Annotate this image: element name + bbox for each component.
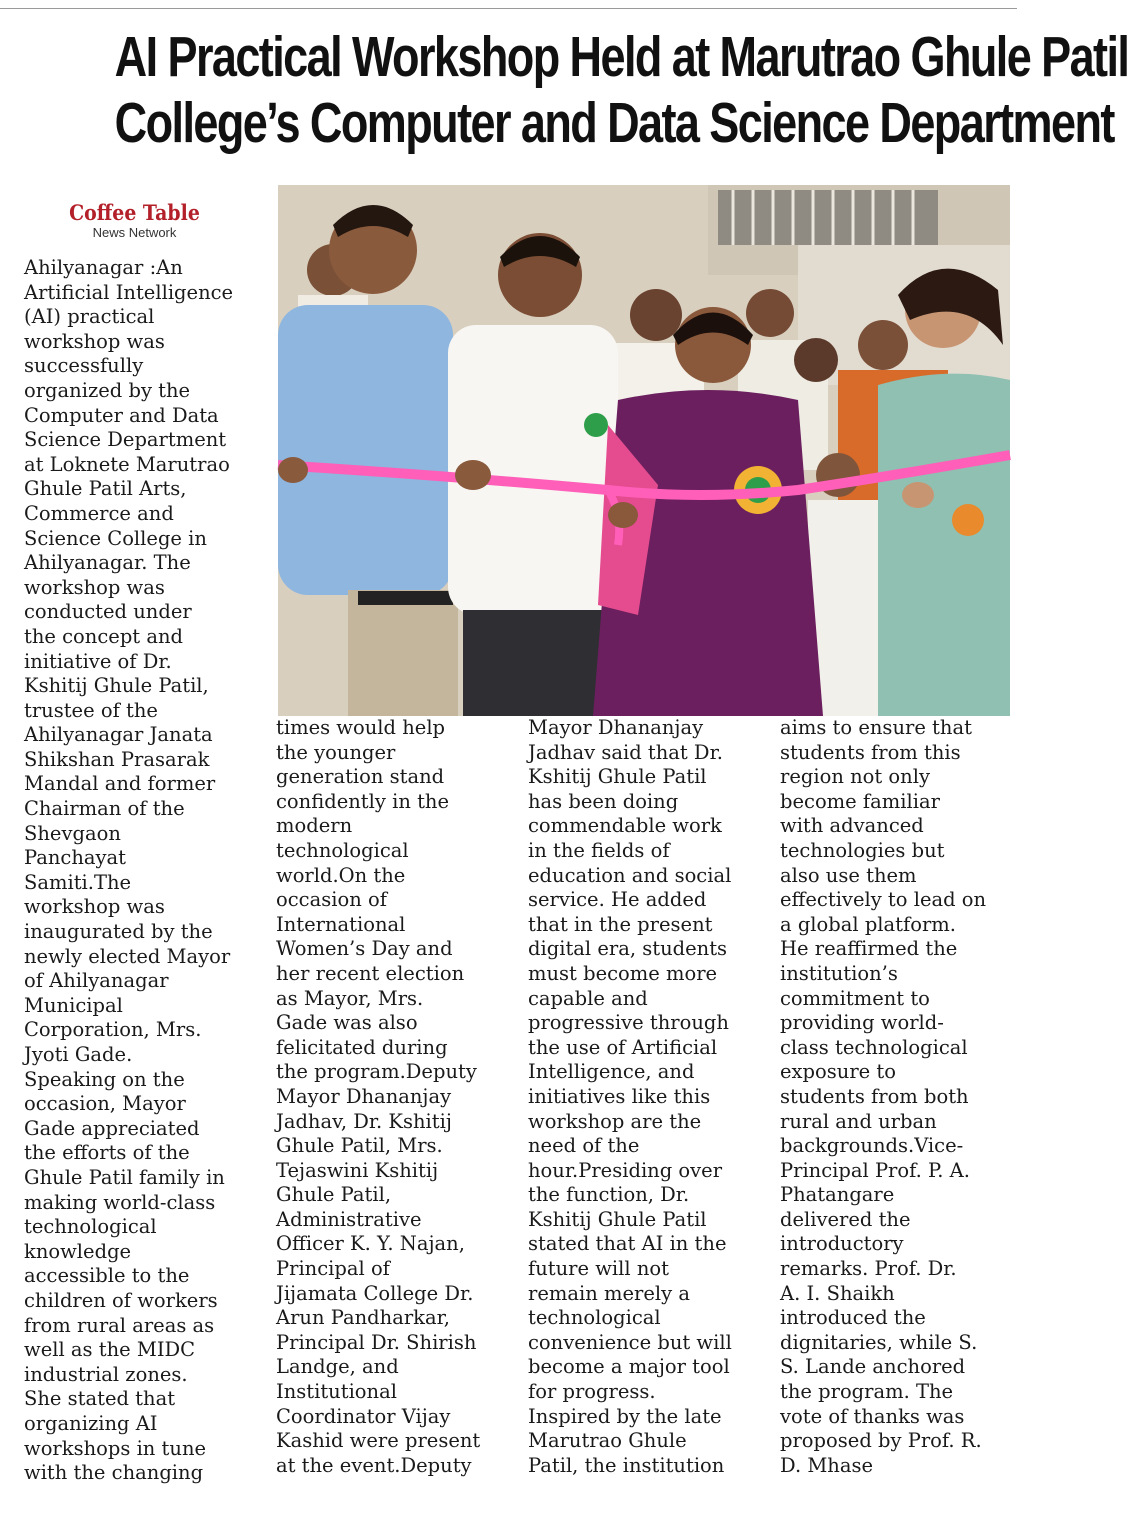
brand-name: Coffee Table — [69, 200, 200, 225]
source-credit — [22, 200, 247, 240]
top-rule — [0, 8, 1017, 9]
headline-line-2: College’s Computer and Data Science Department — [114, 91, 1114, 155]
ribbon-cutting-photo — [278, 185, 1010, 716]
network-name: News Network — [92, 225, 177, 240]
article-column-1: Ahilyanagar :An Artificial Intelligence (AI) practical workshop was successfully organized by the Computer and Data Science Department at Loknete Marutrao Ghule Patil Arts, Commerce and Science College in Ahilyanagar. The workshop was conducted under the concept and initiative of Dr. Kshitij Ghule Patil, trustee of the Ahilyanagar Janata Shikshan Prasarak Mandal and former Chairman of the Shevgaon Panchayat Samiti.The workshop was inaugurated by the newly elected Mayor of Ahilyanagar Municipal Corporation, Mrs. Jyoti Gade. Speaking on the occasion, Mayor Gade appreciated the efforts of the Ghule Patil family in making world-class technological knowledge accessible to the children of workers from rural areas as well as the MIDC industrial zones. She stated that organizing AI workshops in tune with the changing — [24, 256, 234, 1485]
article-column-4: aims to ensure that students from this region not only become familiar with advanced technologies but also use them effectively to lead on a global platform. He reaffirmed the institution’s commitment to providing world- class technological exposure to students from both rural and urban backgrounds.Vice- Principal Prof. P. A. Phatangare delivered the introductory remarks. Prof. Dr. A. I. Shaikh introduced the dignitaries, while S. S. Lande anchored the program. The vote of thanks was proposed by Prof. R. D. Mhase — [780, 716, 987, 1477]
headline — [114, 24, 1128, 156]
photo-illustration — [278, 185, 1010, 716]
headline-line-1: AI Practical Workshop Held at Marutrao Ghule Patil — [114, 25, 1128, 89]
article-column-3: Mayor Dhananjay Jadhav said that Dr. Kshitij Ghule Patil has been doing commendable work in the fields of education and social service. He added that in the present digital era, students must become more capable and progressive through the use of Artificial Intelligence, and initiatives like this workshop are the need of the hour.Presiding over the function, Dr. Kshitij Ghule Patil stated that AI in the future will not remain merely a technological convenience but will become a major tool for progress. Inspired by the late Marutrao Ghule Patil, the institution — [528, 716, 732, 1477]
article-column-2: times would help the younger generation stand confidently in the modern technological world.On the occasion of International Women’s Day and her recent election as Mayor, Mrs. Gade was also felicitated during the program.Deputy Mayor Dhananjay Jadhav, Dr. Kshitij Ghule Patil, Mrs. Tejaswini Kshitij Ghule Patil, Administrative Officer K. Y. Najan, Principal of Jijamata College Dr. Arun Pandharkar, Principal Dr. Shirish Landge, and Institutional Coordinator Vijay Kashid were present at the event.Deputy — [276, 716, 481, 1477]
